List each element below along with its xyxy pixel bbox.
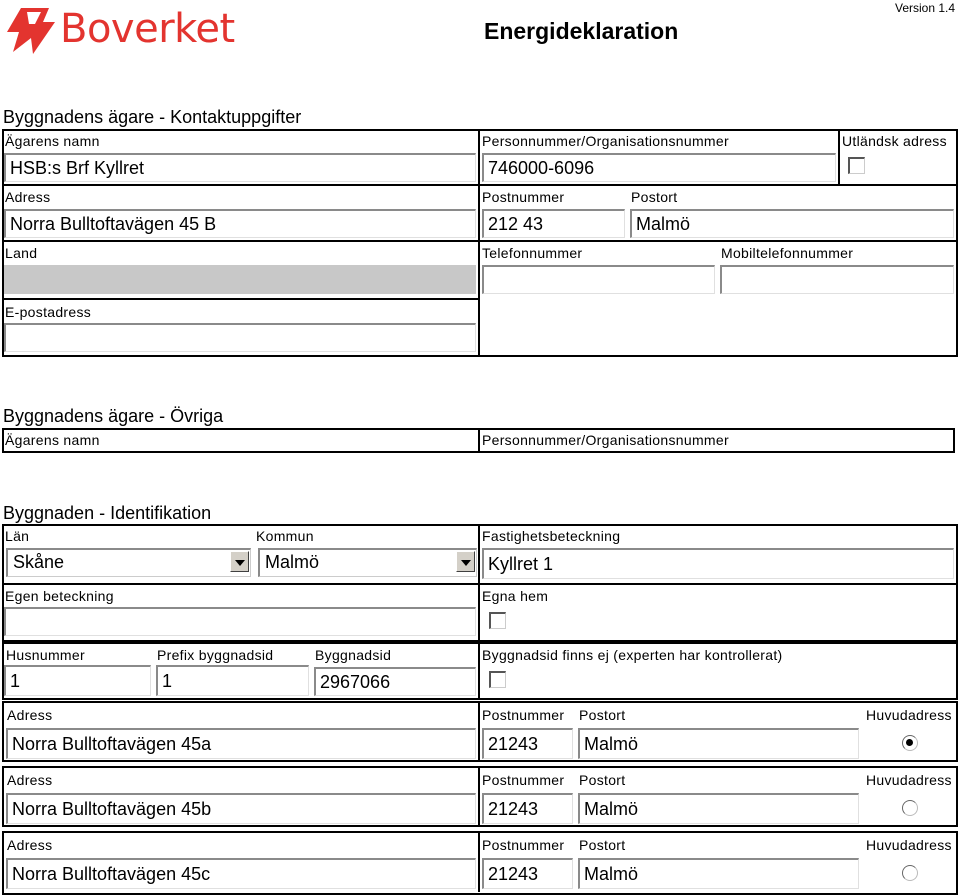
postnr-label: Postnummer <box>482 707 565 723</box>
kommun-label: Kommun <box>256 528 314 544</box>
logo-text: Boverket <box>60 6 235 52</box>
main-address-radio[interactable] <box>902 865 918 881</box>
owner-orgnr-label: Personnummer/Organisationsnummer <box>482 133 729 149</box>
byggnadsid-field[interactable]: 2967066 <box>314 667 476 696</box>
foreign-address-checkbox[interactable] <box>848 157 865 174</box>
byggnadsid-saknas-checkbox[interactable] <box>489 671 506 688</box>
other-owner-orgnr-label: Personnummer/Organisationsnummer <box>482 432 729 448</box>
postnr-label: Postnummer <box>482 772 565 788</box>
main-address-label: Huvudadress <box>866 772 952 788</box>
postort-field[interactable]: Malmö <box>578 793 859 824</box>
prefix-field[interactable]: 1 <box>156 665 309 696</box>
foreign-address-label: Utländsk adress <box>842 133 947 149</box>
owner-postnr-label: Postnummer <box>482 189 565 205</box>
address-label: Adress <box>7 837 53 853</box>
prefix-label: Prefix byggnadsid <box>157 647 274 663</box>
boverket-logo <box>7 6 235 54</box>
postort-label: Postort <box>579 707 626 723</box>
address-field[interactable]: Norra Bulltoftavägen 45b <box>6 793 476 824</box>
phone-field[interactable] <box>482 265 715 294</box>
owner-postnr-field[interactable]: 212 43 <box>482 209 625 238</box>
phone-label: Telefonnummer <box>482 245 583 261</box>
postort-label: Postort <box>579 837 626 853</box>
owner-name-field[interactable]: HSB:s Brf Kyllret <box>4 153 476 182</box>
husnummer-field[interactable]: 1 <box>4 665 151 696</box>
kommun-select[interactable] <box>258 548 477 577</box>
section-title-identification: Byggnaden - Identifikation <box>3 503 212 523</box>
email-field[interactable] <box>4 323 476 352</box>
postort-field[interactable]: Malmö <box>578 728 859 759</box>
mobile-field[interactable] <box>720 265 954 294</box>
logo-mark-icon <box>7 8 57 54</box>
egen-beteckning-label: Egen beteckning <box>5 588 114 604</box>
husnummer-label: Husnummer <box>6 647 85 663</box>
version-label: Version 1.4 <box>895 1 956 15</box>
main-address-label: Huvudadress <box>866 707 952 723</box>
postnr-field[interactable]: 21243 <box>482 858 573 889</box>
kommun-select-value: Malmö <box>265 552 320 572</box>
page-title: Energideklaration <box>484 18 679 44</box>
egna-hem-label: Egna hem <box>482 588 549 604</box>
main-address-radio[interactable] <box>902 800 918 816</box>
postnr-label: Postnummer <box>482 837 565 853</box>
country-field[interactable] <box>4 265 476 294</box>
chevron-down-icon[interactable] <box>456 551 475 572</box>
egen-beteckning-field[interactable] <box>4 607 476 636</box>
owner-name-label: Ägarens namn <box>5 133 100 149</box>
owner-postort-label: Postort <box>631 189 678 205</box>
chevron-down-icon[interactable] <box>230 551 249 572</box>
other-owner-name-label: Ägarens namn <box>5 432 100 448</box>
section-title-owner-contact: Byggnadens ägare - Kontaktuppgifter <box>3 107 302 127</box>
address-label: Adress <box>7 772 53 788</box>
main-address-label: Huvudadress <box>866 837 952 853</box>
address-field[interactable]: Norra Bulltoftavägen 45a <box>6 728 476 759</box>
owner-postort-field[interactable]: Malmö <box>630 209 954 238</box>
byggnadsid-saknas-label: Byggnadsid finns ej (experten har kontrollerat) <box>482 647 783 663</box>
postnr-field[interactable]: 21243 <box>482 728 573 759</box>
mobile-label: Mobiltelefonnummer <box>721 245 854 261</box>
fastighet-label: Fastighetsbeteckning <box>482 528 621 544</box>
address-label: Adress <box>7 707 53 723</box>
address-field[interactable]: Norra Bulltoftavägen 45c <box>6 858 476 889</box>
lan-select-value: Skåne <box>13 552 65 572</box>
postort-field[interactable]: Malmö <box>578 858 859 889</box>
owner-orgnr-field[interactable]: 746000-6096 <box>482 153 836 182</box>
byggnadsid-label: Byggnadsid <box>315 647 392 663</box>
email-label: E-postadress <box>5 304 92 320</box>
lan-select[interactable] <box>6 548 251 577</box>
postort-label: Postort <box>579 772 626 788</box>
postnr-field[interactable]: 21243 <box>482 793 573 824</box>
owner-address-field[interactable]: Norra Bulltoftavägen 45 B <box>4 209 476 238</box>
main-address-radio[interactable] <box>902 735 918 751</box>
fastighet-field[interactable]: Kyllret 1 <box>482 548 954 579</box>
section-title-owner-other: Byggnadens ägare - Övriga <box>3 406 224 426</box>
country-label: Land <box>5 245 38 261</box>
lan-label: Län <box>5 528 30 544</box>
egna-hem-checkbox[interactable] <box>489 612 506 629</box>
owner-address-label: Adress <box>5 189 51 205</box>
